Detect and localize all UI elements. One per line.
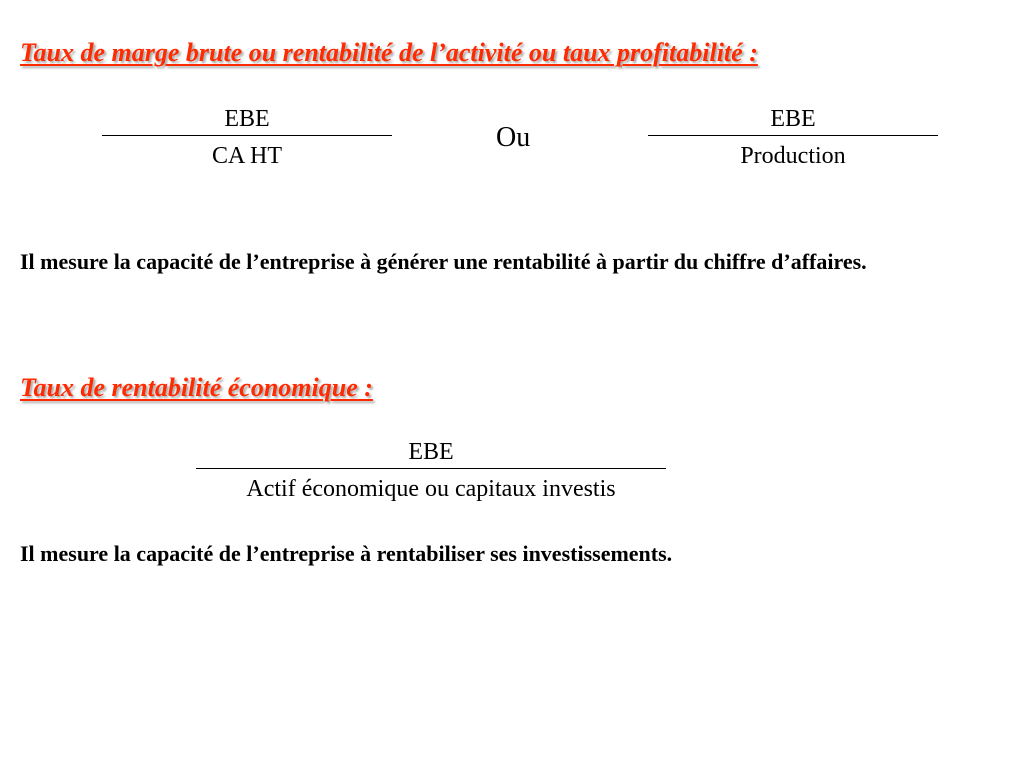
fraction-ebe-actif-economique bbox=[196, 438, 666, 503]
or-separator: Ou bbox=[496, 122, 531, 153]
fraction-numerator: EBE bbox=[648, 105, 938, 136]
fraction-denominator: Production bbox=[740, 143, 846, 169]
section-description: Il mesure la capacité de l’entreprise à générer une rentabilité à partir du chiffre d’affaires. bbox=[20, 249, 867, 274]
fraction-denominator: Actif économique ou capitaux investis bbox=[246, 476, 616, 502]
section-heading-taux-marge-brute: Taux de marge brute ou rentabilité de l’activité ou taux profitabilité : bbox=[20, 38, 758, 67]
fraction-numerator: EBE bbox=[196, 438, 666, 469]
section-description: Il mesure la capacité de l’entreprise à rentabiliser ses investissements. bbox=[20, 541, 673, 566]
fraction-ebe-ca-ht bbox=[102, 105, 392, 170]
fraction-ebe-production bbox=[648, 105, 938, 170]
fraction-numerator: EBE bbox=[102, 105, 392, 136]
section-heading-rentabilite-economique: Taux de rentabilité économique : bbox=[20, 373, 373, 402]
fraction-denominator: CA HT bbox=[211, 143, 282, 169]
